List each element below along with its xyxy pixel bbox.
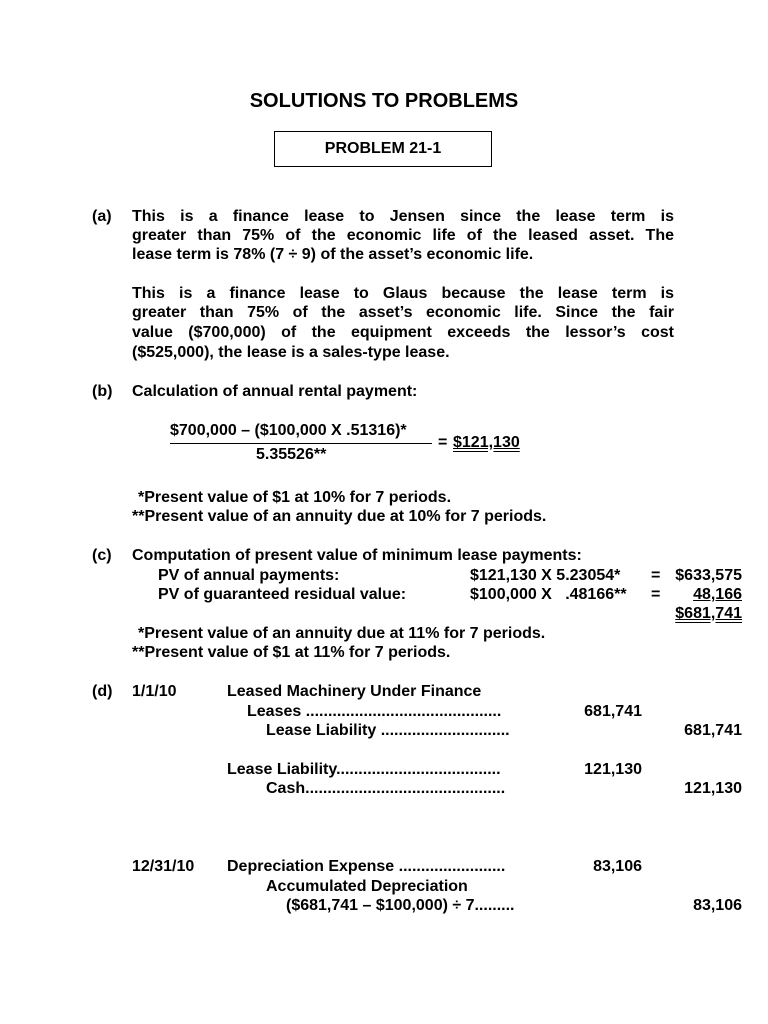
entry-date: 1/1/10 [132, 683, 177, 700]
journal-account: Accumulated Depreciation [266, 878, 468, 895]
part-a-p1-line: greater than 75% of the economic life of the leased asset. The [132, 227, 674, 244]
equals-sign: = [438, 434, 448, 451]
fraction-denominator: 5.35526** [256, 446, 327, 463]
part-d-label: (d) [92, 683, 113, 700]
part-a-p2-line: value ($700,000) of the equipment exceeds the lessor’s cost [132, 324, 674, 341]
journal-account: Lease Liability..................................... [227, 761, 501, 778]
part-a-p1-line: lease term is 78% (7 ÷ 9) of the asset’s economic life. [132, 246, 534, 263]
footnote: *Present value of $1 at 10% for 7 periods. [138, 489, 452, 506]
pv-total: $681,741 [675, 605, 742, 622]
pv-row-value: $633,575 [675, 567, 742, 584]
fraction-numerator: $700,000 – ($100,000 X .51316)* [170, 422, 407, 439]
journal-account: Leases ............................................ [247, 703, 502, 720]
journal-account: ($681,741 – $100,000) ÷ 7......... [286, 897, 515, 914]
debit-amount: 83,106 [593, 858, 642, 875]
footnote: **Present value of an annuity due at 10% for 7 periods. [132, 508, 547, 525]
journal-account: Depreciation Expense ........................ [227, 858, 506, 875]
part-b-heading: Calculation of annual rental payment: [132, 383, 418, 400]
debit-amount: 681,741 [584, 703, 642, 720]
equals-sign: = [651, 586, 661, 603]
part-c-heading: Computation of present value of minimum lease payments: [132, 547, 582, 564]
pv-row-label: PV of guaranteed residual value: [158, 586, 407, 603]
part-c-label: (c) [92, 547, 112, 564]
problem-label-box: PROBLEM 21-1 [274, 131, 492, 167]
pv-row-value: 48,166 [693, 586, 742, 603]
credit-amount: 121,130 [684, 780, 742, 797]
journal-account: Cash............................................. [266, 780, 506, 797]
footnote: *Present value of an annuity due at 11% for 7 periods. [138, 625, 546, 642]
debit-amount: 121,130 [584, 761, 642, 778]
part-a-label: (a) [92, 208, 112, 225]
part-b-label: (b) [92, 383, 113, 400]
footnote: **Present value of $1 at 11% for 7 periods. [132, 644, 451, 661]
pv-row-calc: $100,000 X .48166** [470, 586, 627, 603]
rental-payment-result: $121,130 [453, 434, 520, 451]
part-a-p2-line: This is a finance lease to Glaus because the lease term is [132, 285, 674, 302]
part-a-p2-line: greater than 75% of the asset’s economic life. Since the fair [132, 304, 674, 321]
pv-row-label: PV of annual payments: [158, 567, 340, 584]
credit-amount: 681,741 [684, 722, 742, 739]
credit-amount: 83,106 [693, 897, 742, 914]
equals-sign: = [651, 567, 661, 584]
part-a-p1-line: This is a finance lease to Jensen since the lease term is [132, 208, 674, 225]
fraction-bar [170, 443, 432, 444]
pv-row-calc: $121,130 X 5.23054* [470, 567, 621, 584]
entry-date: 12/31/10 [132, 858, 195, 875]
journal-account: Lease Liability ............................. [266, 722, 510, 739]
part-a-p2-line: ($525,000), the lease is a sales-type lease. [132, 344, 450, 361]
page-title: SOLUTIONS TO PROBLEMS [249, 90, 519, 112]
journal-account: Leased Machinery Under Finance [227, 683, 482, 700]
